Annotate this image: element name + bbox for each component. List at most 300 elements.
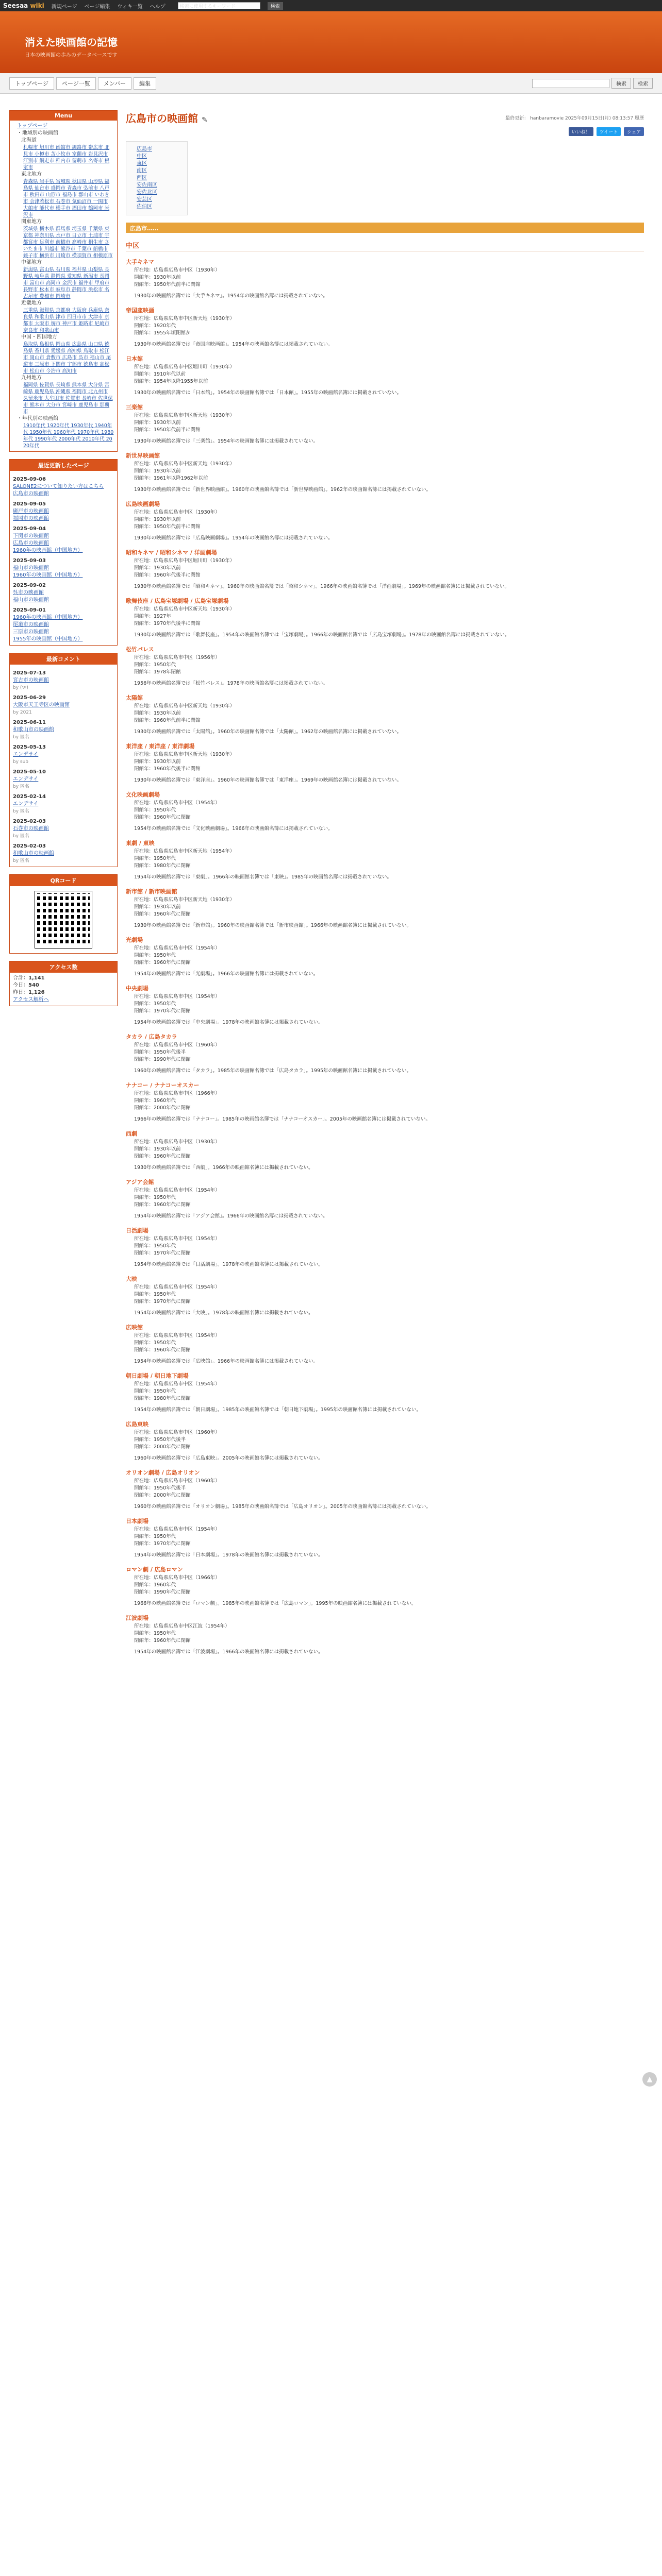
theater-detail-line: 開館年：1920年代 xyxy=(134,323,176,329)
theater-detail-line: 開館年：1930年以前 xyxy=(134,275,181,280)
toc-link[interactable]: 南区 xyxy=(137,168,147,174)
theater-details xyxy=(126,315,644,348)
theater-detail-line: 所在地：広島県広島市中区（1960年） xyxy=(134,1478,220,1484)
toc-link[interactable]: 中区 xyxy=(137,154,147,159)
access-total-label: 合計： xyxy=(13,975,28,981)
theater-detail-line: 開館年：1950年代 xyxy=(134,1001,176,1007)
theater-detail-line: 開館年：1930年以前 xyxy=(134,710,181,716)
theater-detail-line: 所在地：広島県広島市中区新天地（1930年） xyxy=(134,897,235,903)
theater-name: 広島東映 xyxy=(126,1421,148,1428)
site-title[interactable]: 消えた映画館の記憶 xyxy=(25,36,118,48)
seesaa-wiki-logo[interactable]: Seesaa wiki xyxy=(3,2,44,9)
theater-detail-line: 閉館年：1954年以降1955年以前 xyxy=(134,379,208,384)
access-body xyxy=(10,973,117,1006)
comment-page-link[interactable]: エンデサイ xyxy=(13,752,39,757)
theater-detail-line: 開館年：1950年代後半 xyxy=(134,1437,186,1443)
theater-details xyxy=(126,654,644,687)
theater-detail-line: 閉館年：1950年代前半に閉館 xyxy=(134,524,201,530)
theater-detail-line: 開館年：1950年代 xyxy=(134,807,176,813)
theater-detail-line: 所在地：広島県広島市中区（1930年） xyxy=(134,510,220,515)
recent-pages-body xyxy=(10,471,117,645)
theater-details xyxy=(126,509,644,542)
access-yesterday-value: 1,126 xyxy=(28,990,45,995)
theater-name: 歌舞伎座 / 広島宝塚劇場 / 広島宝塚劇場 xyxy=(126,598,229,604)
theater-details xyxy=(126,993,644,1026)
toolbar-search-input[interactable]: 検索に使用するキーワード xyxy=(178,2,260,9)
comment-author: by 匿名 xyxy=(13,784,29,789)
recent-date: 2025-09-05 xyxy=(13,501,46,507)
nav-search-button-2[interactable]: 検索 xyxy=(633,78,653,89)
comment-author: by 2021 xyxy=(13,710,32,715)
region-group-links[interactable]: 新潟県 富山県 石川県 福井県 山梨県 長野県 岐阜県 静岡県 愛知県 新潟市 長岡市 富山市 高岡市 金沢市 福井市 甲府市 長野市 松本市 岐阜市 静岡市 浜松市 名古屋市 豊橋市 岡崎市 xyxy=(23,267,110,299)
access-panel xyxy=(9,961,118,1006)
theater-detail-line: 所在地：広島県広島市中区（1954年） xyxy=(134,800,220,806)
recent-page-link[interactable]: 1960年の映画館（中国地方） xyxy=(13,572,83,578)
nav-search-button[interactable]: 検索 xyxy=(611,78,631,89)
theater-detail-line: 閉館年：2000年代に閉館 xyxy=(134,1105,191,1111)
theater-name: 広映館 xyxy=(126,1324,143,1331)
theater-detail-line: 所在地：広島県広島市中区新天地（1954年） xyxy=(134,849,235,854)
theater-name: 江波劇場 xyxy=(126,1615,148,1621)
comment-date: 2025-05-10 xyxy=(13,769,46,775)
theater-detail-line: 閉館年：1980年代に閉館 xyxy=(134,863,191,869)
comment-author: by 匿名 xyxy=(13,834,29,839)
theater-detail-line: 所在地：広島県広島市中区（1954年） xyxy=(134,1236,220,1242)
nav-edit[interactable]: 編集 xyxy=(134,77,156,90)
theater-detail-line: 閉館年：1961年以降1962年以前 xyxy=(134,476,208,481)
theater-detail-line: 1930年の映画館名簿では「広島映画劇場」。1954年の映画館名簿には掲載されていない。 xyxy=(134,535,333,541)
region-group-label: 中部地方 xyxy=(21,260,42,265)
theater-name: 光劇場 xyxy=(126,937,143,943)
theater-name: 松竹パレス xyxy=(126,646,154,653)
theater-details xyxy=(126,896,644,929)
theater-details xyxy=(126,1574,644,1607)
table-of-contents xyxy=(126,141,188,215)
theater-details xyxy=(126,1332,644,1365)
recent-page-link[interactable]: 広島市の映画館 xyxy=(13,540,49,546)
menu-panel xyxy=(9,110,118,452)
theater-detail-line: 所在地：広島県広島市中区（1960年） xyxy=(134,1430,220,1435)
region-group-label: 近畿地方 xyxy=(21,300,42,306)
theater-details xyxy=(126,1381,644,1414)
theater-detail-line: 所在地：広島県広島市中区（1954年） xyxy=(134,1381,220,1387)
theater-detail-line: 1930年の映画館名簿では「三楽館」。1954年の映画館名簿には掲載されていない。 xyxy=(134,438,319,444)
qr-panel xyxy=(9,874,118,954)
theater-detail-line: 所在地：広島県広島市中区新天地（1930年） xyxy=(134,461,235,467)
theater-details xyxy=(126,1187,644,1220)
recent-pages-title: 最近更新したページ xyxy=(10,460,117,471)
theater-detail-line: 閉館年：1955年頃閉館か xyxy=(134,330,191,336)
nav-top-page[interactable]: トップページ xyxy=(9,77,54,90)
comment-date: 2025-02-03 xyxy=(13,819,46,824)
theater-detail-line: 閉館年：1960年代前半に閉館 xyxy=(134,718,201,723)
theater-detail-line: 1954年の映画館名簿では「日活劇場」。1978年の映画館名簿には掲載されていない。 xyxy=(134,1262,323,1267)
access-today-label: 今日： xyxy=(13,982,28,988)
theater-details xyxy=(126,1139,644,1172)
recent-page-link[interactable]: 福山市の映画館 xyxy=(13,597,49,603)
theater-detail-line: 開館年：1950年代 xyxy=(134,1340,176,1346)
theater-details xyxy=(126,703,644,736)
theater-name: タカラ / 広島タカラ xyxy=(126,1033,177,1040)
theater-detail-line: 1960年の映画館名簿では「広島東映」。2005年の映画館名簿には掲載されていない。 xyxy=(134,1455,323,1461)
site-header xyxy=(0,11,662,73)
theater-detail-line: 閉館年：1960年代に閉館 xyxy=(134,1202,191,1208)
theater-name: 西劇 xyxy=(126,1130,137,1137)
theater-detail-line: 開館年：1930年以前 xyxy=(134,759,181,765)
menu-years-label: ・年代別の映画館 xyxy=(17,416,58,421)
theater-detail-line: 閉館年：1960年代に閉館 xyxy=(134,1347,191,1353)
theater-detail-line: 閉館年：1990年代に閉館 xyxy=(134,1057,191,1062)
access-yesterday-label: 昨日： xyxy=(13,990,28,995)
toc-link[interactable]: 安佐北区 xyxy=(137,190,157,195)
theater-detail-line: 所在地：広島県広島市中区（1954年） xyxy=(134,1284,220,1290)
theater-detail-line: 閉館年：2000年代に閉館 xyxy=(134,1444,191,1450)
theater-detail-line: 所在地：広島県広島市中区（1960年） xyxy=(134,1042,220,1048)
region-groups xyxy=(13,137,114,415)
comment-date: 2025-05-13 xyxy=(13,744,46,750)
theater-name: 朝日劇場 / 朝日地下劇場 xyxy=(126,1372,189,1379)
theater-detail-line: 閉館年：1978年閉館 xyxy=(134,669,181,675)
theater-detail-line: 開館年：1930年以前 xyxy=(134,904,181,910)
content-wrapper xyxy=(0,94,662,2576)
theater-detail-line: 閉館年：1970年代に閉館 xyxy=(134,1008,191,1014)
theater-detail-line: 1930年の映画館名簿では「日本館」。1954年の映画館名簿では「日本館」。1955年の映画館名簿には掲載されていない。 xyxy=(134,390,402,396)
access-analysis-link[interactable]: アクセス解析へ xyxy=(13,997,49,1003)
theater-detail-line: 開館年：1910年代以前 xyxy=(134,371,186,377)
toc-link[interactable]: 安芸区 xyxy=(137,197,152,202)
theater-detail-line: 開館年：1960年代 xyxy=(134,1582,176,1588)
theater-detail-line: 閉館年：1960年代に閉館 xyxy=(134,815,191,820)
access-today-value: 540 xyxy=(28,982,39,988)
comment-author: by sub xyxy=(13,759,29,765)
theater-name: ロマン劇 / 広島ロマン xyxy=(126,1566,183,1573)
theater-name: ナナコー / ナナコーオスカー xyxy=(126,1082,200,1089)
theater-details xyxy=(126,1478,644,1511)
theater-name: 大手キネマ xyxy=(126,259,154,265)
section-bar: 広島市…… xyxy=(126,223,644,233)
theater-detail-line: 1930年の映画館名簿では「新市館」。1960年の映画館名簿では「新市映画館」。1966年の映画館名簿には掲載されていない。 xyxy=(134,923,412,928)
theater-details xyxy=(126,267,644,300)
theater-detail-line: 所在地：広島県広島市中区新天地（1930年） xyxy=(134,413,235,418)
theater-detail-line: 1954年の映画館名簿では「文化映画劇場」。1966年の映画館名簿には掲載されていない。 xyxy=(134,826,333,832)
page-title: 広島市の映画館 ✎ xyxy=(126,112,208,125)
global-nav xyxy=(0,73,662,94)
theater-name: 東洋座 / 東洋座 / 東洋劇場 xyxy=(126,743,195,750)
theater-details xyxy=(126,1429,644,1462)
theater-detail-line: 閉館年：1970年代に閉館 xyxy=(134,1250,191,1256)
region-group-label: 北海道 xyxy=(21,138,37,143)
theater-detail-line: 開館年：1930年以前 xyxy=(134,468,181,474)
theater-detail-line: 開館年：1927年 xyxy=(134,614,171,619)
theater-details xyxy=(126,800,644,833)
menu-top-link[interactable]: トップページ xyxy=(17,123,48,129)
theater-name: 広島映画劇場 xyxy=(126,501,160,507)
recent-page-link[interactable]: 1955年の映画館（中国地方） xyxy=(13,636,83,642)
theater-detail-line: 1930年の映画館名簿では「東洋座」。1960年の映画館名簿では「東洋座」。1969年の映画館名簿には掲載されていない。 xyxy=(134,777,402,783)
recent-date: 2025-09-06 xyxy=(13,477,46,482)
comment-author: by (ｗ) xyxy=(13,685,28,690)
theater-details xyxy=(126,364,644,397)
region-group-links[interactable]: 札幌市 旭川市 函館市 釧路市 帯広市 北見市 小樽市 苫小牧市 室蘭市 岩見沢市 江別市 網走市 稚内市 留萌市 名寄市 根室市 xyxy=(23,145,110,171)
theater-detail-line: 閉館年：1990年代に閉館 xyxy=(134,1589,191,1595)
comments-body xyxy=(10,665,117,867)
theater-detail-line: 所在地：広島県広島市中区（1956年） xyxy=(134,655,220,660)
recent-page-link[interactable]: 福岡市の映画館 xyxy=(13,516,49,521)
menu-panel-title: Menu xyxy=(10,111,117,121)
main-content xyxy=(126,110,644,1656)
theater-name: 日本劇場 xyxy=(126,1518,148,1524)
toolbar-edit-page[interactable]: ページ編集 xyxy=(84,4,110,10)
theater-detail-line: 開館年：1950年代 xyxy=(134,1292,176,1297)
theater-detail-line: 開館年：1930年以前 xyxy=(134,517,181,522)
theater-name: 三楽館 xyxy=(126,404,143,411)
theater-details xyxy=(126,1526,644,1559)
theater-name: 帝国座映画 xyxy=(126,307,154,314)
toolbar-help[interactable]: ヘルプ xyxy=(150,4,166,10)
theater-details xyxy=(126,412,644,445)
region-group-links[interactable]: 鳥取県 島根県 岡山県 広島県 山口県 徳島県 香川県 愛媛県 高知県 鳥取市 松江市 岡山市 倉敷市 広島市 呉市 福山市 尾道市 三原市 下関市 宇部市 徳島市 高松市 松山市 今治市 高知市 xyxy=(23,342,111,374)
recent-page-link[interactable]: 1960年の映画館（中国地方） xyxy=(13,615,83,620)
comment-page-link[interactable]: 大阪市天王寺区の映画館 xyxy=(13,702,70,708)
theater-details xyxy=(126,557,644,590)
theater-detail-line: 開館年：1950年代 xyxy=(134,1534,176,1539)
region-group-links[interactable]: 福岡県 佐賀県 長崎県 熊本県 大分県 宮崎県 鹿児島県 沖縄県 福岡市 北九州市 久留米市 大牟田市 佐賀市 長崎市 佐世保市 熊本市 大分市 宮崎市 鹿児島市 那覇市 xyxy=(23,382,113,415)
share-button[interactable]: シェア xyxy=(624,127,644,136)
theater-details xyxy=(126,1284,644,1317)
theater-detail-line: 閉館年：1960年代に閉館 xyxy=(134,960,191,965)
qr-title: QRコード xyxy=(10,875,117,886)
comment-page-link[interactable]: エンデサイ xyxy=(13,801,39,807)
top-toolbar xyxy=(0,0,662,11)
theater-detail-line: 1954年の映画館名簿では「朝日劇場」。1985年の映画館名簿では「朝日地下劇場」。1995年の映画館名簿には掲載されていない。 xyxy=(134,1407,422,1413)
theater-detail-line: 1954年の映画館名簿では「江波劇場」。1966年の映画館名簿には掲載されていない。 xyxy=(134,1649,323,1655)
tweet-button[interactable]: ツイート xyxy=(597,127,621,136)
facebook-like-button[interactable]: いいね！ xyxy=(569,127,593,136)
toolbar-search-button[interactable]: 検索 xyxy=(268,2,283,10)
theater-detail-line: 所在地：広島県広島市中区江波（1954年） xyxy=(134,1623,230,1629)
qr-code-image xyxy=(35,891,92,948)
theater-detail-line: 所在地：広島県広島市中区新天地（1930年） xyxy=(134,606,235,612)
theater-detail-line: 所在地：広島県広島市中区新天地（1930年） xyxy=(134,316,235,321)
theater-detail-line: 所在地：広島県広島市中区堀川町（1930年） xyxy=(134,364,235,370)
nav-search-input[interactable] xyxy=(532,79,609,88)
theater-detail-line: 1954年の映画館名簿では「アジア会館」。1966年の映画館名簿には掲載されていない。 xyxy=(134,1213,328,1219)
comment-date: 2025-07-13 xyxy=(13,670,46,676)
title-row xyxy=(126,110,644,125)
recent-page-link[interactable]: 広島市の映画館 xyxy=(13,491,49,497)
region-group-label: 関東地方 xyxy=(21,219,42,225)
theater-detail-line: 開館年：1950年代 xyxy=(134,1195,176,1200)
theater-detail-line: 1954年の映画館名簿では「日本劇場」。1978年の映画館名簿には掲載されていない。 xyxy=(134,1552,323,1558)
theater-detail-line: 1954年の映画館名簿では「中央劇場」。1978年の映画館名簿には掲載されていない。 xyxy=(134,1020,323,1025)
nav-page-list[interactable]: ページ一覧 xyxy=(56,77,96,90)
theater-detail-line: 1954年の映画館名簿では「光劇場」。1966年の映画館名簿には掲載されていない。 xyxy=(134,971,319,977)
region-group-label: 中国・四国地方 xyxy=(21,334,57,340)
toc-link[interactable]: 東区 xyxy=(137,161,147,166)
theater-details xyxy=(126,751,644,784)
theater-detail-line: 1966年の映画館名簿では「ナナコー」。1985年の映画館名簿では「ナナコーオスカー」。2005年の映画館名簿には掲載されていない。 xyxy=(134,1116,431,1122)
sidebar xyxy=(9,110,118,1013)
recent-page-link[interactable]: SALONE2について知りたい方はこちら xyxy=(13,484,104,489)
theater-detail-line: 閉館年：1960年代後半に閉館 xyxy=(134,572,201,578)
theater-detail-line: 1960年の映画館名簿では「タカラ」。1985年の映画館名簿では「広島タカラ」。1995年の映画館名簿には掲載されていない。 xyxy=(134,1068,412,1074)
scroll-to-top-icon[interactable]: ▲ xyxy=(642,2072,657,2087)
theater-detail-line: 所在地：広島県広島市中区（1954年） xyxy=(134,945,220,951)
theater-detail-line: 1930年の映画館名簿では「昭和キネマ」。1960年の映画館名簿では「昭和シネマ」。1966年の映画館名簿では「洋画劇場」。1969年の映画館名簿には掲載されていない。 xyxy=(134,584,509,589)
theater-detail-line: 閉館年：1960年代後半に閉館 xyxy=(134,766,201,772)
comment-date: 2025-02-14 xyxy=(13,794,46,800)
theater-name: アジア会館 xyxy=(126,1179,154,1185)
comment-page-link[interactable]: 石巻市の映画館 xyxy=(13,826,49,832)
comment-date: 2025-06-11 xyxy=(13,720,46,725)
theater-detail-line: 開館年：1950年代 xyxy=(134,953,176,958)
theater-detail-line: 閉館年：1970年代後半に閉館 xyxy=(134,621,201,626)
recent-page-link[interactable]: 廣戸市の映画館 xyxy=(13,509,49,514)
theater-detail-line: 開館年：1950年代 xyxy=(134,1388,176,1394)
theater-detail-line: 1960年の映画館名簿では「オリオン劇場」。1985年の映画館名簿では「広島オリオン」。2005年の映画館名簿には掲載されていない。 xyxy=(134,1504,431,1510)
theater-details xyxy=(126,1235,644,1268)
theater-detail-line: 1930年の映画館名簿では「帝国座映画館」。1954年の映画館名簿には掲載されていない。 xyxy=(134,342,333,347)
theater-detail-line: 1954年の映画館名簿では「東劇」。1966年の映画館名簿では「東映」。1985年の映画館名簿には掲載されていない。 xyxy=(134,874,392,880)
theater-detail-line: 閉館年：1960年代に閉館 xyxy=(134,911,191,917)
theater-name: 中央劇場 xyxy=(126,985,148,992)
theater-detail-line: 所在地：広島県広島市中区（1954年） xyxy=(134,1333,220,1338)
menu-panel-body xyxy=(10,121,117,451)
theater-detail-line: 閉館年：1950年代前半に閉館 xyxy=(134,427,201,433)
theater-detail-line: 1930年の映画館名簿では「新世界映画館」。1960年の映画館名簿では「新世界映画館」。1962年の映画館名簿には掲載されていない。 xyxy=(134,487,432,493)
theater-detail-line: 開館年：1930年以前 xyxy=(134,565,181,571)
theater-detail-line: 1954年の映画館名簿では「大映」。1978年の映画館名簿には掲載されていない。 xyxy=(134,1310,313,1316)
recent-page-link[interactable]: 三原市の映画館 xyxy=(13,629,49,635)
theater-name: 日活劇場 xyxy=(126,1227,148,1234)
toc-link[interactable]: 佐伯区 xyxy=(137,204,152,210)
theater-detail-line: 所在地：広島県広島市中区新天地（1930年） xyxy=(134,752,235,757)
theater-details xyxy=(126,606,644,639)
theater-name: 新市館 / 新市映画館 xyxy=(126,888,177,895)
toc-link[interactable]: 安佐南区 xyxy=(137,182,157,188)
recent-date: 2025-09-04 xyxy=(13,526,46,532)
theater-name: 新世界映画館 xyxy=(126,452,160,459)
access-total-value: 1,141 xyxy=(28,975,45,981)
theater-detail-line: 所在地：広島県広島市中区（1966年） xyxy=(134,1091,220,1096)
theater-details xyxy=(126,1623,644,1656)
recent-page-link[interactable]: 尾道市の映画館 xyxy=(13,622,49,628)
menu-years-links[interactable]: 1910年代 1920年代 1930年代 1940年代 1950年代 1960年代 1970年代 1980年代 1990年代 2000年代 2010年代 2020年代 xyxy=(23,423,114,449)
comment-author: by 匿名 xyxy=(13,858,29,863)
access-title: アクセス数 xyxy=(10,961,117,973)
theater-detail-line: 所在地：広島県広島市中区（1954年） xyxy=(134,994,220,999)
recent-date: 2025-09-01 xyxy=(13,607,46,613)
theater-detail-line: 1954年の映画館名簿では「広映館」。1966年の映画館名簿には掲載されていない。 xyxy=(134,1359,319,1364)
recent-date: 2025-09-02 xyxy=(13,583,46,588)
theater-detail-line: 開館年：1950年代 xyxy=(134,856,176,861)
toc-link[interactable]: 西区 xyxy=(137,175,147,181)
theater-detail-line: 所在地：広島県広島市中区新天地（1930年） xyxy=(134,703,235,709)
theater-detail-line: 開館年：1950年代後半 xyxy=(134,1485,186,1491)
theater-detail-line: 1930年の映画館名簿では「西劇」。1966年の映画館名簿には掲載されていない。 xyxy=(134,1165,313,1171)
region-group-label: 東北地方 xyxy=(21,172,42,177)
theater-name: 東劇 / 東映 xyxy=(126,840,155,846)
theater-detail-line: 閉館年：1960年代に閉館 xyxy=(134,1638,191,1643)
theater-details xyxy=(126,1042,644,1075)
theater-detail-line: 所在地：広島県広島市中区（1954年） xyxy=(134,1527,220,1532)
theater-name: 昭和キネマ / 昭和シネマ / 洋画劇場 xyxy=(126,549,217,556)
theater-detail-line: 所在地：広島県広島市中区（1930年） xyxy=(134,267,220,273)
theater-name: 日本館 xyxy=(126,355,143,362)
region-group-links[interactable]: 三重県 滋賀県 京都府 大阪府 兵庫県 奈良県 和歌山県 津市 四日市市 大津市 京都市 大阪市 堺市 神戸市 姫路市 尼崎市 奈良市 和歌山市 xyxy=(23,308,110,333)
theater-detail-line: 1930年の映画館名簿では「太陽館」。1960年の映画館名簿では「太陽館」。1962年の映画館名簿には掲載されていない。 xyxy=(134,729,402,735)
theater-detail-line: 1930年の映画館名簿では「歌舞伎座」。1954年の映画館名簿では「宝塚劇場」。1966年の映画館名簿では「広島宝塚劇場」。1978年の映画館名簿には掲載されていない。 xyxy=(134,632,510,638)
theater-detail-line: 所在地：広島県広島市中区（1954年） xyxy=(134,1188,220,1193)
theater-name: 太陽館 xyxy=(126,694,143,701)
theater-name: 文化映画劇場 xyxy=(126,791,160,798)
theater-detail-line: 開館年：1930年以前 xyxy=(134,420,181,426)
theater-name: オリオン劇場 / 広島オリオン xyxy=(126,1469,200,1476)
region-group-label: 九州地方 xyxy=(21,375,42,381)
theater-detail-line: 1930年の映画館名簿では「大手キネマ」。1954年の映画館名簿には掲載されていない。 xyxy=(134,293,328,299)
recent-date: 2025-09-03 xyxy=(13,558,46,564)
theater-detail-line: 1966年の映画館名簿では「ロマン劇」。1985年の映画館名簿では「広島ロマン」。1995年の映画館名簿には掲載されていない。 xyxy=(134,1601,417,1606)
comment-author: by 匿名 xyxy=(13,809,29,814)
page-meta: 最終更新： hanbaramovie 2025年09月15日(月) 08:13:57 履歴 xyxy=(505,116,644,121)
region-group-links[interactable]: 茨城県 栃木県 群馬県 埼玉県 千葉県 東京都 神奈川県 水戸市 日立市 土浦市 宇都宮市 足利市 前橋市 高崎市 桐生市 さいたま市 川越市 熊谷市 千葉市 船橋市 銚子市 横浜市 川崎市 横須賀市 相模原市 xyxy=(23,226,113,259)
site-subtitle: 日本の映画館の歩みのデータベースです xyxy=(25,53,118,58)
comments-panel xyxy=(9,653,118,867)
recent-pages-panel xyxy=(9,459,118,646)
theater-detail-line: 開館年：1960年代 xyxy=(134,1098,176,1104)
recent-page-link[interactable]: 福山市の映画館 xyxy=(13,565,49,571)
toc-link[interactable]: 広島市 xyxy=(137,146,152,152)
comment-page-link[interactable]: 和歌山市の映画館 xyxy=(13,851,54,856)
theater-detail-line: 閉館年：1950年代前半に閉館 xyxy=(134,282,201,287)
toolbar-new-page[interactable]: 新規ページ xyxy=(51,4,77,10)
theater-detail-line: 所在地：広島県広島市中区堀川町（1930年） xyxy=(134,558,235,564)
comment-date: 2025-06-29 xyxy=(13,695,46,701)
theater-detail-line: 閉館年：2000年代に閉館 xyxy=(134,1493,191,1498)
share-buttons xyxy=(126,127,644,136)
theater-detail-line: 開館年：1950年代 xyxy=(134,1631,176,1636)
theater-detail-line: 開館年：1950年代 xyxy=(134,1243,176,1249)
theater-details xyxy=(126,945,644,978)
theater-name: 大映 xyxy=(126,1276,137,1282)
comments-title: 最新コメント xyxy=(10,653,117,665)
recent-page-link[interactable]: 呉市の映画館 xyxy=(13,590,44,596)
region-group-links[interactable]: 青森県 岩手県 宮城県 秋田県 山形県 福島県 仙台市 盛岡市 青森市 弘前市 八戸市 秋田市 山形市 福島市 郡山市 いわき市 会津若松市 石巻市 気仙沼市 一関市 大館市 能代市 横手市 酒田市 鶴岡市 米沢市 xyxy=(23,179,110,218)
recent-page-link[interactable]: 1960年の映画館（中国地方） xyxy=(13,548,83,553)
theater-details xyxy=(126,461,644,494)
theater-detail-line: 1956年の映画館名簿では「松竹パレス」。1978年の映画館名簿には掲載されていない。 xyxy=(134,681,328,686)
theater-detail-line: 閉館年：1960年代に閉館 xyxy=(134,1154,191,1159)
menu-tree-root: ・地域別の映画館 xyxy=(17,130,58,136)
comment-page-link[interactable]: 和歌山市の映画館 xyxy=(13,727,54,733)
toolbar-wiki-list[interactable]: ウィキ一覧 xyxy=(117,4,143,10)
theater-detail-line: 開館年：1950年代後半 xyxy=(134,1049,186,1055)
theater-detail-line: 所在地：広島県広島市中区（1966年） xyxy=(134,1575,220,1581)
theater-detail-line: 閉館年：1970年代に閉館 xyxy=(134,1541,191,1547)
comment-page-link[interactable]: エンデサイ xyxy=(13,776,39,782)
edit-pencil-icon[interactable]: ✎ xyxy=(201,116,208,124)
theater-detail-line: 開館年：1930年以前 xyxy=(134,1146,181,1152)
comment-date: 2025-02-03 xyxy=(13,843,46,849)
section-heading-naka: 中区 xyxy=(126,240,644,251)
theater-detail-line: 閉館年：1970年代に閉館 xyxy=(134,1299,191,1304)
nav-members[interactable]: メンバー xyxy=(98,77,131,90)
theater-details xyxy=(126,848,644,881)
comment-author: by 匿名 xyxy=(13,735,29,740)
theater-details xyxy=(126,1090,644,1123)
recent-page-link[interactable]: 下関市の映画館 xyxy=(13,533,49,539)
comment-page-link[interactable]: 宮古市の映画館 xyxy=(13,677,49,683)
